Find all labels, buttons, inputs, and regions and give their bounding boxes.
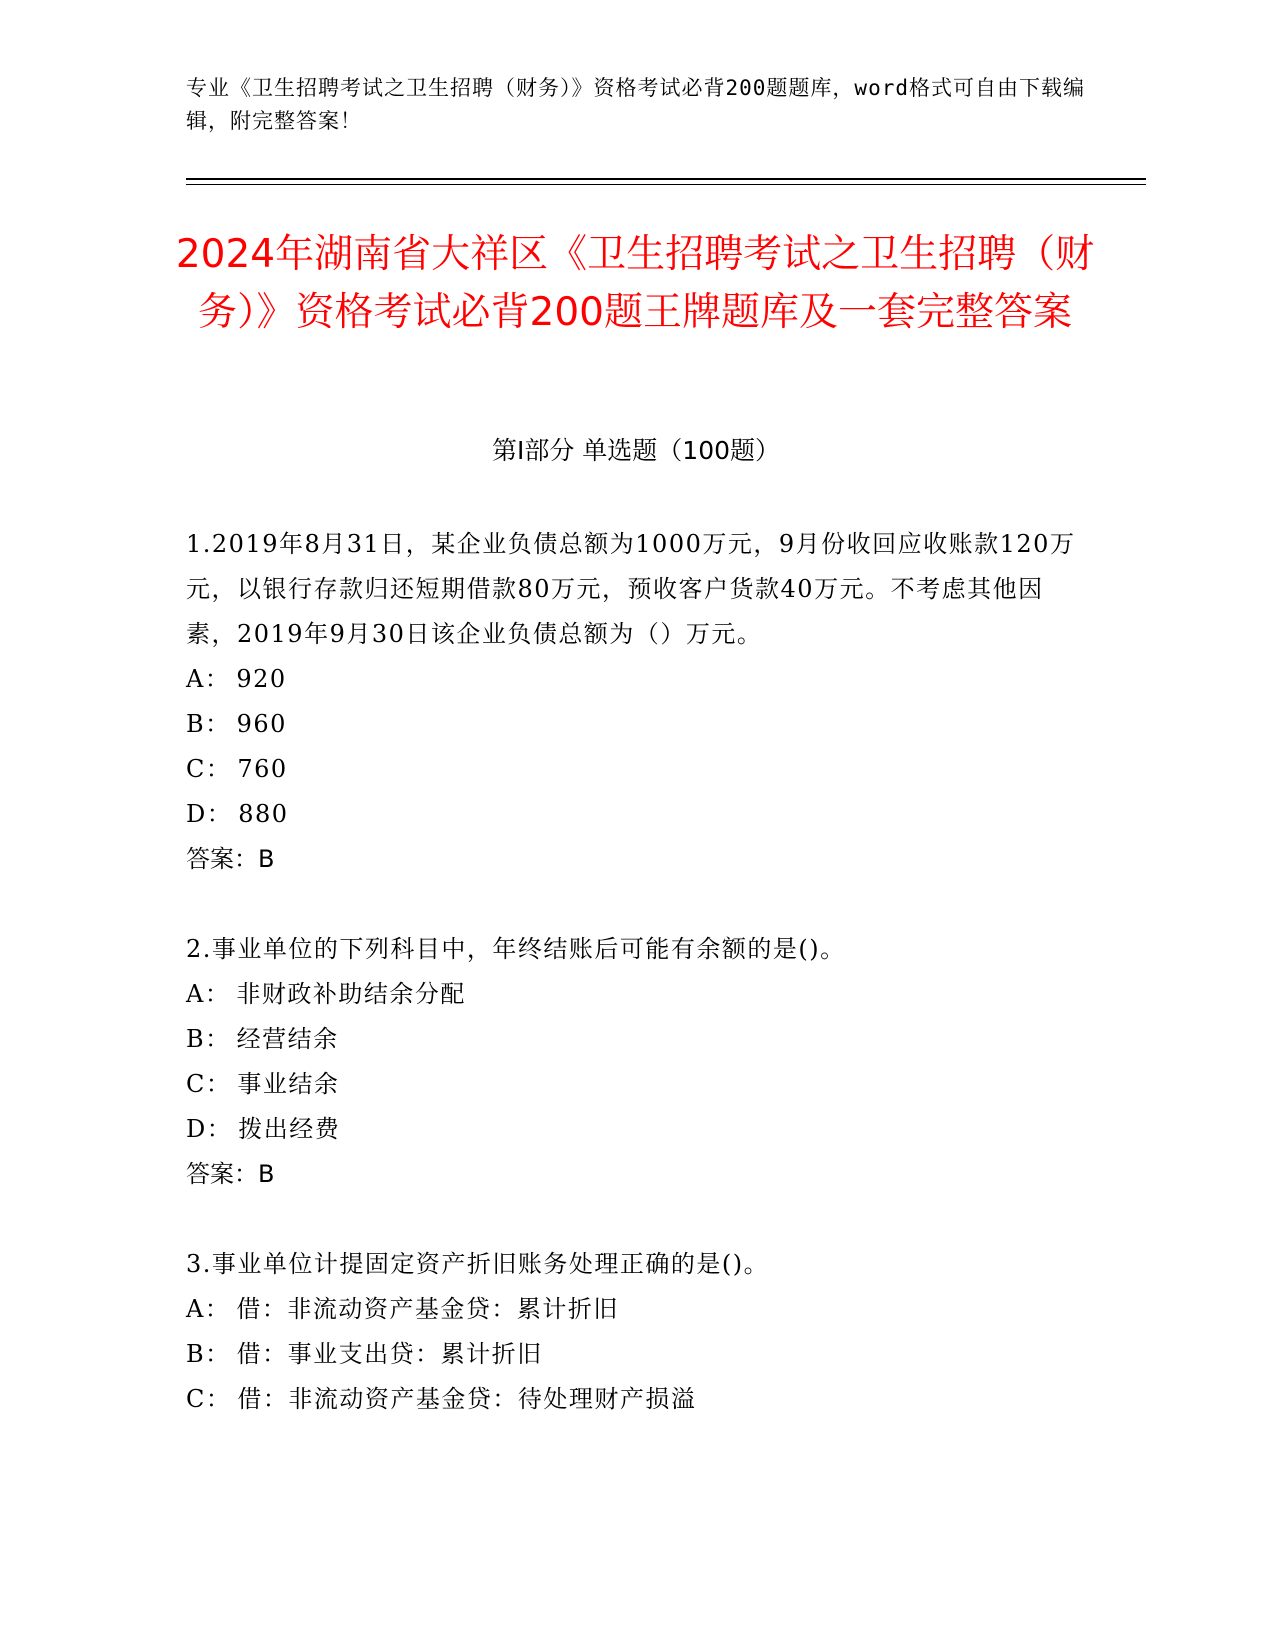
option-b — [186, 702, 1086, 747]
option-a — [186, 657, 1086, 702]
question-3 — [186, 1242, 1086, 1422]
option-text: 920 — [236, 665, 287, 693]
header-divider — [186, 178, 1146, 180]
option-text: 事业结余 — [237, 1070, 340, 1098]
option-text: 760 — [237, 755, 288, 783]
header-note: 专业《卫生招聘考试之卫生招聘（财务）》资格考试必背200题题库，word格式可自由下载编辑，附完整答案！ — [186, 76, 1085, 133]
option-key: A： — [186, 980, 231, 1008]
option-c — [186, 1062, 1086, 1107]
option-text: 拨出经费 — [238, 1115, 341, 1143]
option-b — [186, 1332, 1086, 1377]
option-key: A： — [186, 1295, 231, 1323]
option-text: 借：非流动资产基金贷：待处理财产损溢 — [237, 1385, 697, 1413]
option-b — [186, 1017, 1086, 1062]
option-text: 880 — [238, 800, 289, 828]
document-title: 2024年湖南省大祥区《卫生招聘考试之卫生招聘（财务）》资格考试必背200题王牌题库及一套完整答案 — [175, 232, 1095, 335]
option-key: B： — [186, 1025, 231, 1053]
option-a — [186, 1287, 1086, 1332]
question-stem: 2.事业单位的下列科目中，年终结账后可能有余额的是()。 — [186, 935, 846, 963]
option-key: D： — [186, 1115, 233, 1143]
question-stem: 1.2019年8月31日，某企业负债总额为1000万元，9月份收回应收账款120万元，以银行存款归还短期借款80万元，预收客户货款40万元。不考虑其他因素，2019年9月30日该企业负债总额为（）万元。 — [186, 530, 1076, 648]
option-text: 借：非流动资产基金贷：累计折旧 — [236, 1295, 619, 1323]
answer-text: 答案：B — [186, 845, 275, 873]
option-text: 经营结余 — [236, 1025, 339, 1053]
option-a — [186, 972, 1086, 1017]
option-text: 960 — [236, 710, 287, 738]
option-key: C： — [186, 755, 232, 783]
option-key: D： — [186, 800, 233, 828]
option-key: C： — [186, 1385, 232, 1413]
option-key: A： — [186, 665, 231, 693]
question-stem: 3.事业单位计提固定资产折旧账务处理正确的是()。 — [186, 1250, 770, 1278]
option-c — [186, 747, 1086, 792]
option-key: C： — [186, 1070, 232, 1098]
option-key: B： — [186, 710, 231, 738]
question-1 — [186, 522, 1086, 882]
option-text: 借：事业支出贷：累计折旧 — [236, 1340, 543, 1368]
header-divider-thin — [186, 184, 1146, 185]
question-2 — [186, 927, 1086, 1197]
question-list — [186, 522, 1086, 1467]
option-d — [186, 792, 1086, 837]
section-title: 第Ⅰ部分 单选题（100题） — [491, 436, 781, 465]
answer-text: 答案：B — [186, 1160, 275, 1188]
option-text: 非财政补助结余分配 — [236, 980, 466, 1008]
option-c — [186, 1377, 1086, 1422]
option-key: B： — [186, 1340, 231, 1368]
option-d — [186, 1107, 1086, 1152]
